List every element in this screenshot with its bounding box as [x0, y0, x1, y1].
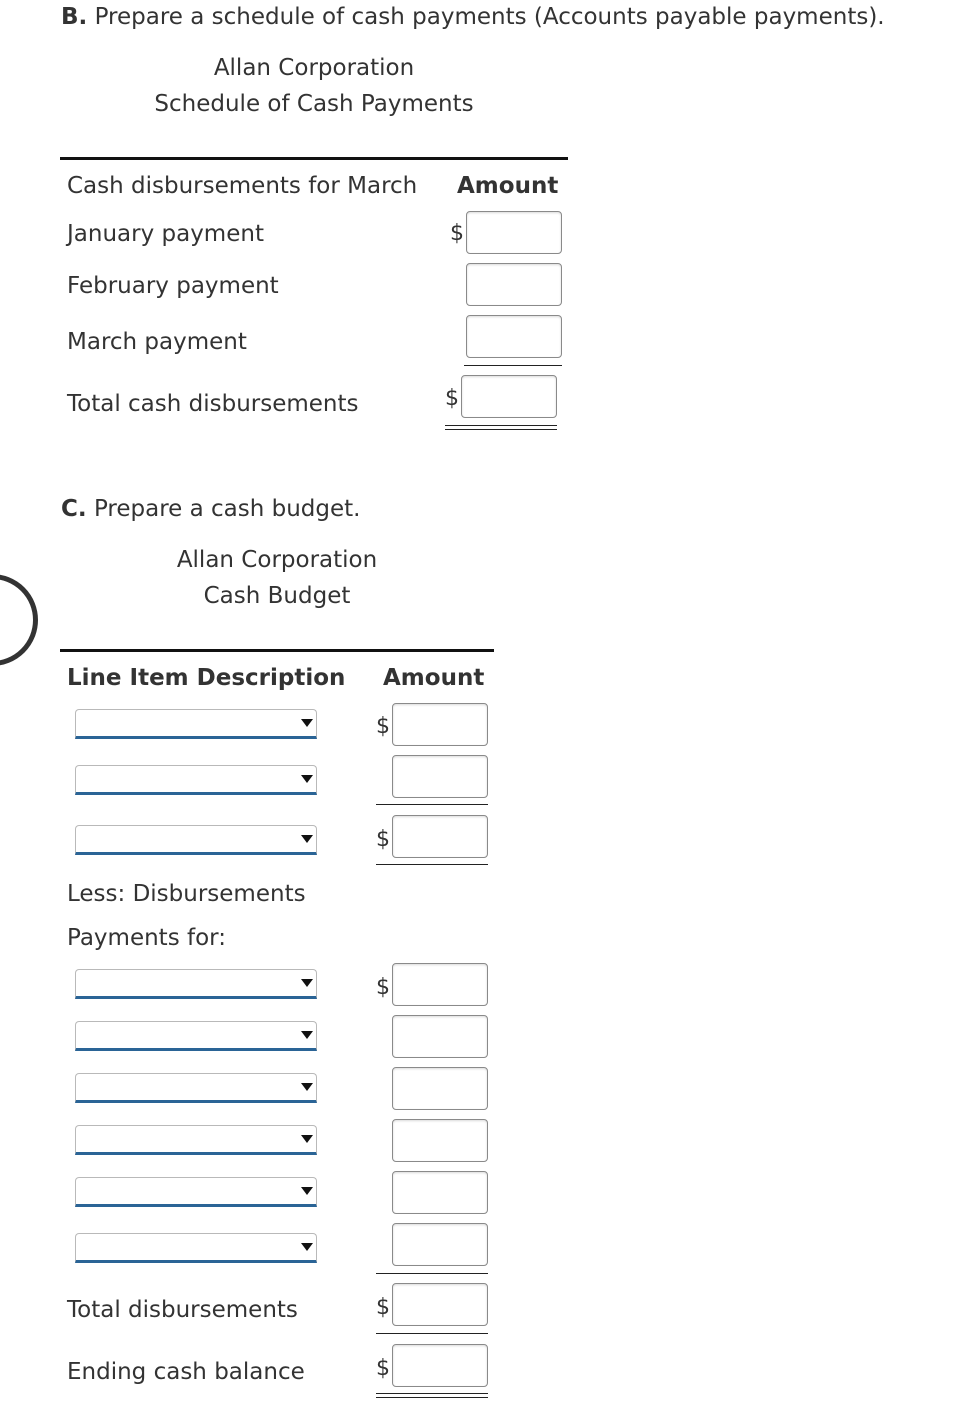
currency-symbol: $: [376, 714, 390, 739]
part-b-title: Schedule of Cash Payments: [154, 91, 474, 117]
total-double-rule-top: [376, 1393, 488, 1394]
part-b-row-label: March payment: [67, 329, 247, 355]
amount-input[interactable]: [392, 755, 488, 798]
february-payment-input[interactable]: [466, 263, 562, 306]
total-double-rule-bottom: [445, 429, 557, 430]
amount-input[interactable]: [392, 1171, 488, 1214]
payment-item-dropdown[interactable]: [75, 1021, 317, 1051]
part-b-row-label: January payment: [67, 221, 264, 247]
ending-cash-balance-input[interactable]: [392, 1344, 488, 1387]
subtotal-rule: [376, 804, 488, 805]
chevron-down-icon: [301, 1187, 313, 1195]
line-item-dropdown[interactable]: [75, 765, 317, 795]
part-b-total-label: Total cash disbursements: [67, 391, 359, 417]
total-disbursements-input[interactable]: [392, 1283, 488, 1326]
part-c-company: Allan Corporation: [176, 547, 378, 573]
chevron-down-icon: [301, 1031, 313, 1039]
currency-symbol: $: [445, 386, 459, 411]
total-double-rule-bottom: [376, 1397, 488, 1398]
part-b-col-desc-header: Cash disbursements for March: [67, 173, 418, 199]
payment-item-dropdown[interactable]: [75, 1177, 317, 1207]
side-nav-circle[interactable]: [0, 574, 38, 666]
chevron-down-icon: [301, 835, 313, 843]
part-b-instruction: Prepare a schedule of cash payments (Accounts payable payments).: [94, 4, 885, 30]
payment-item-dropdown[interactable]: [75, 969, 317, 999]
part-c-letter: C.: [61, 496, 87, 522]
chevron-down-icon: [301, 1135, 313, 1143]
part-b-company: Allan Corporation: [213, 55, 415, 81]
currency-symbol: $: [376, 1295, 390, 1320]
part-c-col-desc-header: Line Item Description: [67, 665, 346, 691]
payment-item-dropdown[interactable]: [75, 1073, 317, 1103]
ending-cash-balance-label: Ending cash balance: [67, 1359, 305, 1385]
part-c-col-amount-header: Amount: [383, 665, 485, 691]
part-c-heading: [61, 495, 360, 523]
subtotal-rule: [376, 1333, 488, 1334]
amount-input[interactable]: [392, 815, 488, 858]
part-b-heading: [61, 3, 885, 31]
total-double-rule-top: [445, 425, 557, 426]
subtotal-rule: [464, 365, 562, 366]
part-b-row-label: February payment: [67, 273, 279, 299]
currency-symbol: $: [376, 975, 390, 1000]
chevron-down-icon: [301, 979, 313, 987]
subtotal-rule: [376, 864, 488, 865]
line-item-dropdown[interactable]: [75, 825, 317, 855]
subtotal-rule: [376, 1273, 488, 1274]
january-payment-input[interactable]: [466, 211, 562, 254]
payment-item-dropdown[interactable]: [75, 1233, 317, 1263]
amount-input[interactable]: [392, 1015, 488, 1058]
part-c-title: Cash Budget: [203, 583, 351, 609]
total-disbursements-label: Total disbursements: [67, 1297, 298, 1323]
part-b-letter: B.: [61, 4, 88, 30]
currency-symbol: $: [450, 221, 464, 246]
payment-item-dropdown[interactable]: [75, 1125, 317, 1155]
chevron-down-icon: [301, 719, 313, 727]
part-b-col-amount-header: Amount: [457, 173, 559, 199]
amount-input[interactable]: [392, 963, 488, 1006]
part-c-instruction: Prepare a cash budget.: [93, 496, 361, 522]
part-b-table-top-rule: [60, 157, 568, 160]
chevron-down-icon: [301, 1243, 313, 1251]
amount-input[interactable]: [392, 1223, 488, 1266]
line-item-dropdown[interactable]: [75, 709, 317, 739]
currency-symbol: $: [376, 827, 390, 852]
amount-input[interactable]: [392, 1119, 488, 1162]
currency-symbol: $: [376, 1356, 390, 1381]
amount-input[interactable]: [392, 1067, 488, 1110]
less-disbursements-label: Less: Disbursements: [67, 881, 306, 907]
total-cash-disbursements-input[interactable]: [461, 375, 557, 418]
chevron-down-icon: [301, 775, 313, 783]
amount-input[interactable]: [392, 703, 488, 746]
payments-for-label: Payments for:: [67, 925, 226, 951]
chevron-down-icon: [301, 1083, 313, 1091]
march-payment-input[interactable]: [466, 315, 562, 358]
part-c-table-top-rule: [60, 649, 494, 652]
